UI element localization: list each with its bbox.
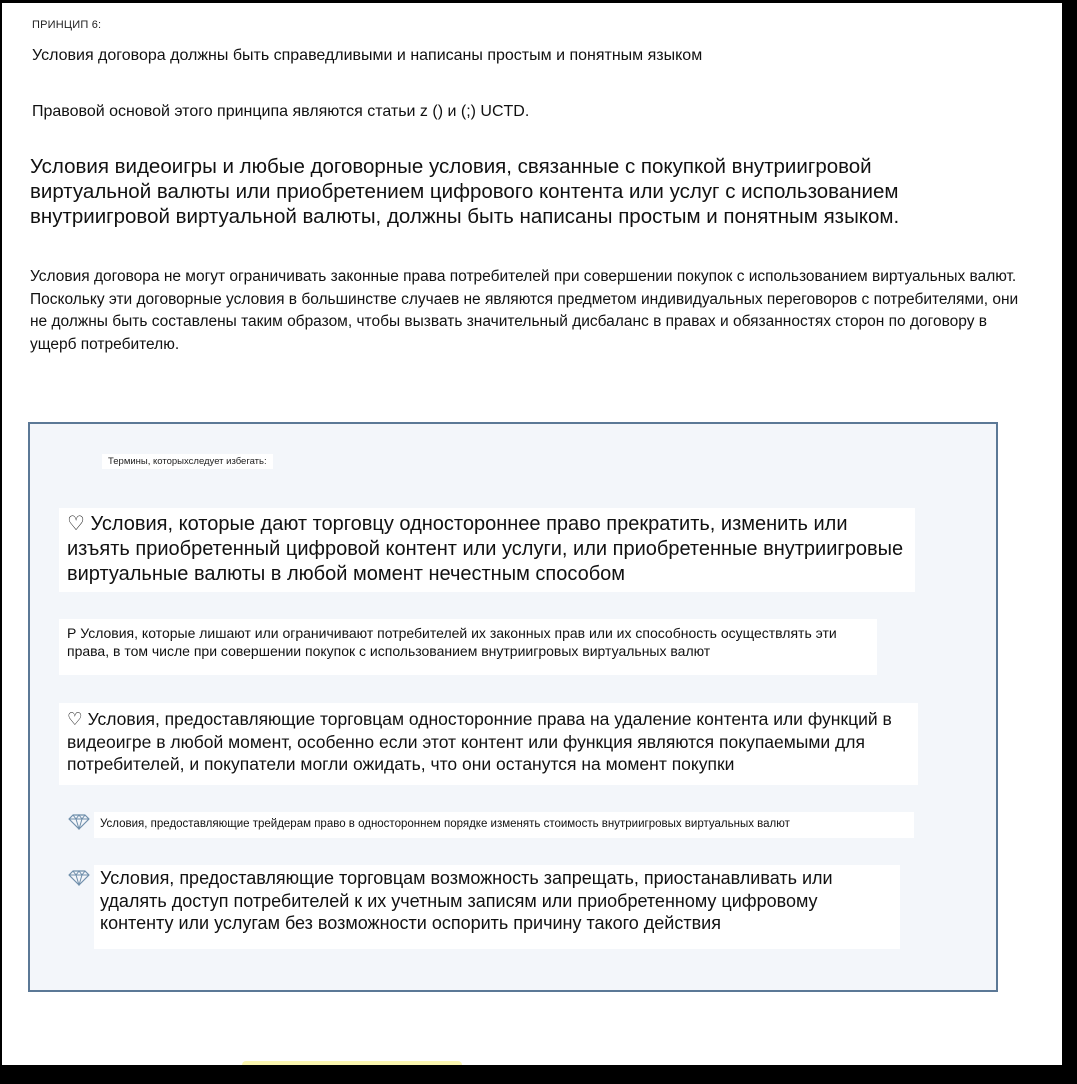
term-item [59,703,918,785]
term-item [94,812,914,838]
letter-marker: Р [67,625,81,641]
terms-to-avoid-box [28,422,998,992]
term-text: Условия, которые лишают или ограничивают потребителей их законных прав или их способность осуществлять эти права, в том числе при совершении покупок с использованием внутриигровых виртуальных валют [67,625,837,659]
explanation-paragraph: Условия договора не могут ограничивать законные права потребителей при совершении покупок с использованием виртуальных валют. Поскольку эти договорные условия в большинстве случаев не являются предметом индивидуальных переговоров с потребителями, они не должны быть составлены таким образом, чтобы вызвать значительный дисбаланс в правах и обязанностях сторон по договору в ущерб потребителю. [30,268,1019,353]
highlight-strip [242,1061,462,1065]
main-statement: Условия видеоигры и любые договорные условия, связанные с покупкой внутриигровой виртуальной валюты или приобретением цифрового контента или услуг с использованием внутриигровой виртуальной валюты, должны быть написаны простым и понятным языком. [30,155,900,228]
heart-outline-icon: ♡ [67,709,88,729]
term-text: Условия, предоставляющие торговцам односторонние права на удаление контента или функций в видеоигре в любой момент, особенно если этот контент или функция являются покупаемыми для потребителей, и покупатели могли ожидать, что они останутся на момент покупки [67,709,892,774]
document-page [2,3,1062,1065]
term-item [94,865,900,949]
legal-basis-text: Правовой основой этого принципа являются статьи z () и (;) UCTD. [32,103,530,120]
term-text: Условия, предоставляющие торговцам возможность запрещать, приостанавливать или удалять доступ потребителей к их учетным записям или приобретенному цифровому контенту или услугам без возможности оспорить причину такого действия [100,868,833,933]
term-item [59,619,877,675]
term-text: Условия, предоставляющие трейдерам право в одностороннем порядке изменять стоимость внутриигровых виртуальных валют [100,818,790,830]
terms-box-heading: Термины, которыхследует избегать: [102,454,273,469]
diamond-icon [68,870,90,886]
principle-title: Условия договора должны быть справедливыми и написаны простым и понятным языком [32,47,703,64]
heart-outline-icon: ♡ [67,513,91,535]
term-item [59,508,915,592]
term-text: Условия, которые дают торговцу одностороннее право прекратить, изменить или изъять приобретенный цифровой контент или услуги, или приобретенные внутриигровые виртуальные валюты в любой момент нечестным способом [67,513,904,585]
diamond-icon [68,814,90,830]
principle-label: ПРИНЦИП 6: [32,19,102,31]
